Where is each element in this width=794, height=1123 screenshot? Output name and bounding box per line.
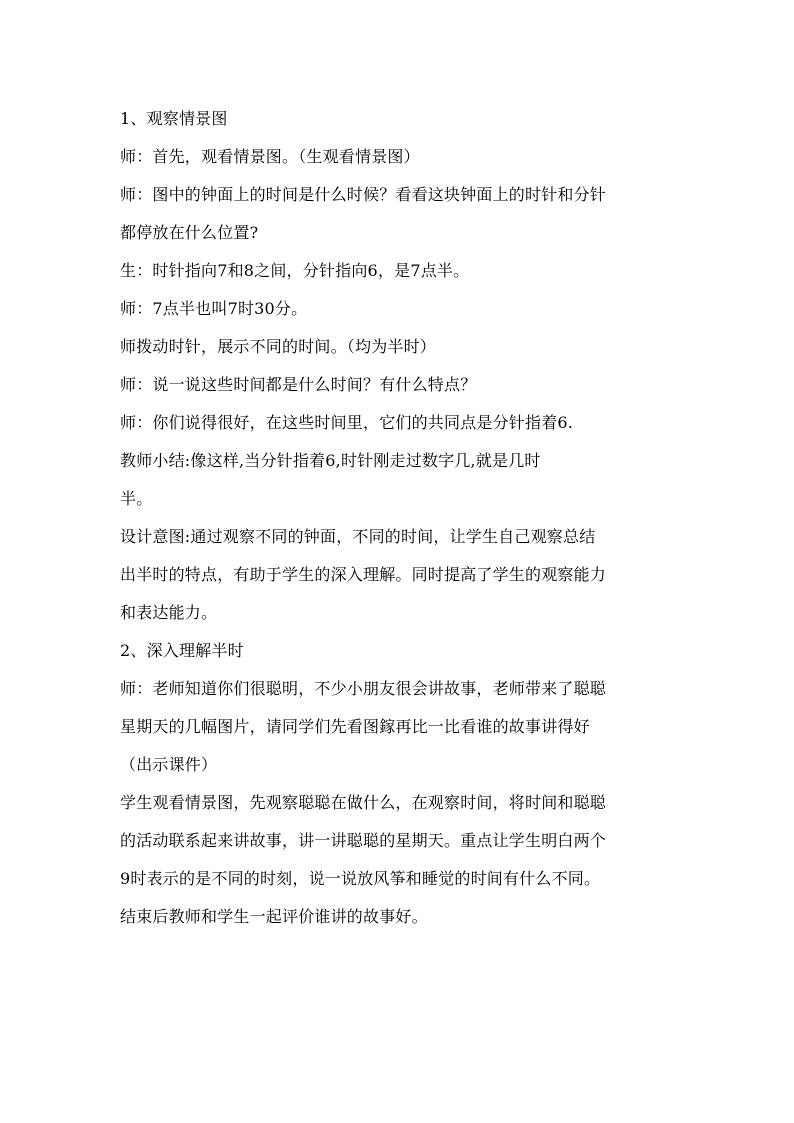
- text-line: 学生观看情景图，先观察聪聪在做什么，在观察时间，将时间和聪聪: [120, 793, 607, 812]
- text-line: 的活动联系起来讲故事，讲一讲聪聪的星期天。重点让学生明白两个: [120, 831, 607, 850]
- text-line: 师：图中的钟面上的时间是什么时候？看看这块钟面上的时针和分针: [120, 185, 607, 204]
- text-line: 师拨动时针，展示不同的时间。（均为半时）: [120, 337, 437, 356]
- text-line: 都停放在什么位置?: [120, 223, 259, 242]
- text-line: 教师小结:像这样,当分针指着6,时针刚走过数字几,就是几时: [120, 451, 541, 470]
- text-line: 出半时的特点，有助于学生的深入理解。同时提高了学生的观察能力: [120, 565, 607, 584]
- text-line: 结束后教师和学生一起评价谁讲的故事好。: [120, 907, 428, 926]
- text-line: 星期天的几幅图片，请同学们先看图鎵再比一比看谁的故事讲得好: [120, 717, 590, 736]
- text-line: 9时表示的是不同的时刻，说一说放风筝和睡觉的时间有什么不同。: [120, 869, 601, 888]
- text-line: 生：时针指向7和8之间，分针指向6，是7点半。: [120, 261, 470, 280]
- section-heading-understand: 2、深入理解半时: [120, 641, 244, 660]
- document-body: [120, 100, 680, 936]
- section-heading-observe: 1、观察情景图: [120, 109, 228, 128]
- text-line: 设计意图:通过观察不同的钟面，不同的时间，让学生自己观察总结: [120, 527, 596, 546]
- text-line: 师：首先，观看情景图。（生观看情景图）: [120, 147, 420, 166]
- text-line: 师：7点半也叫7时30分。: [120, 299, 308, 318]
- text-line: （出示课件）: [120, 755, 218, 774]
- text-line: 师：说一说这些时间都是什么时间？有什么特点？: [120, 375, 477, 394]
- text-line: 师：你们说得很好，在这些时间里，它们的共同点是分针指着6.: [120, 413, 574, 432]
- text-line: 师：老师知道你们很聪明，不少小朋友很会讲故事，老师带来了聪聪: [120, 679, 607, 698]
- text-line: 半。: [120, 489, 153, 508]
- text-line: 和表达能力。: [120, 603, 218, 622]
